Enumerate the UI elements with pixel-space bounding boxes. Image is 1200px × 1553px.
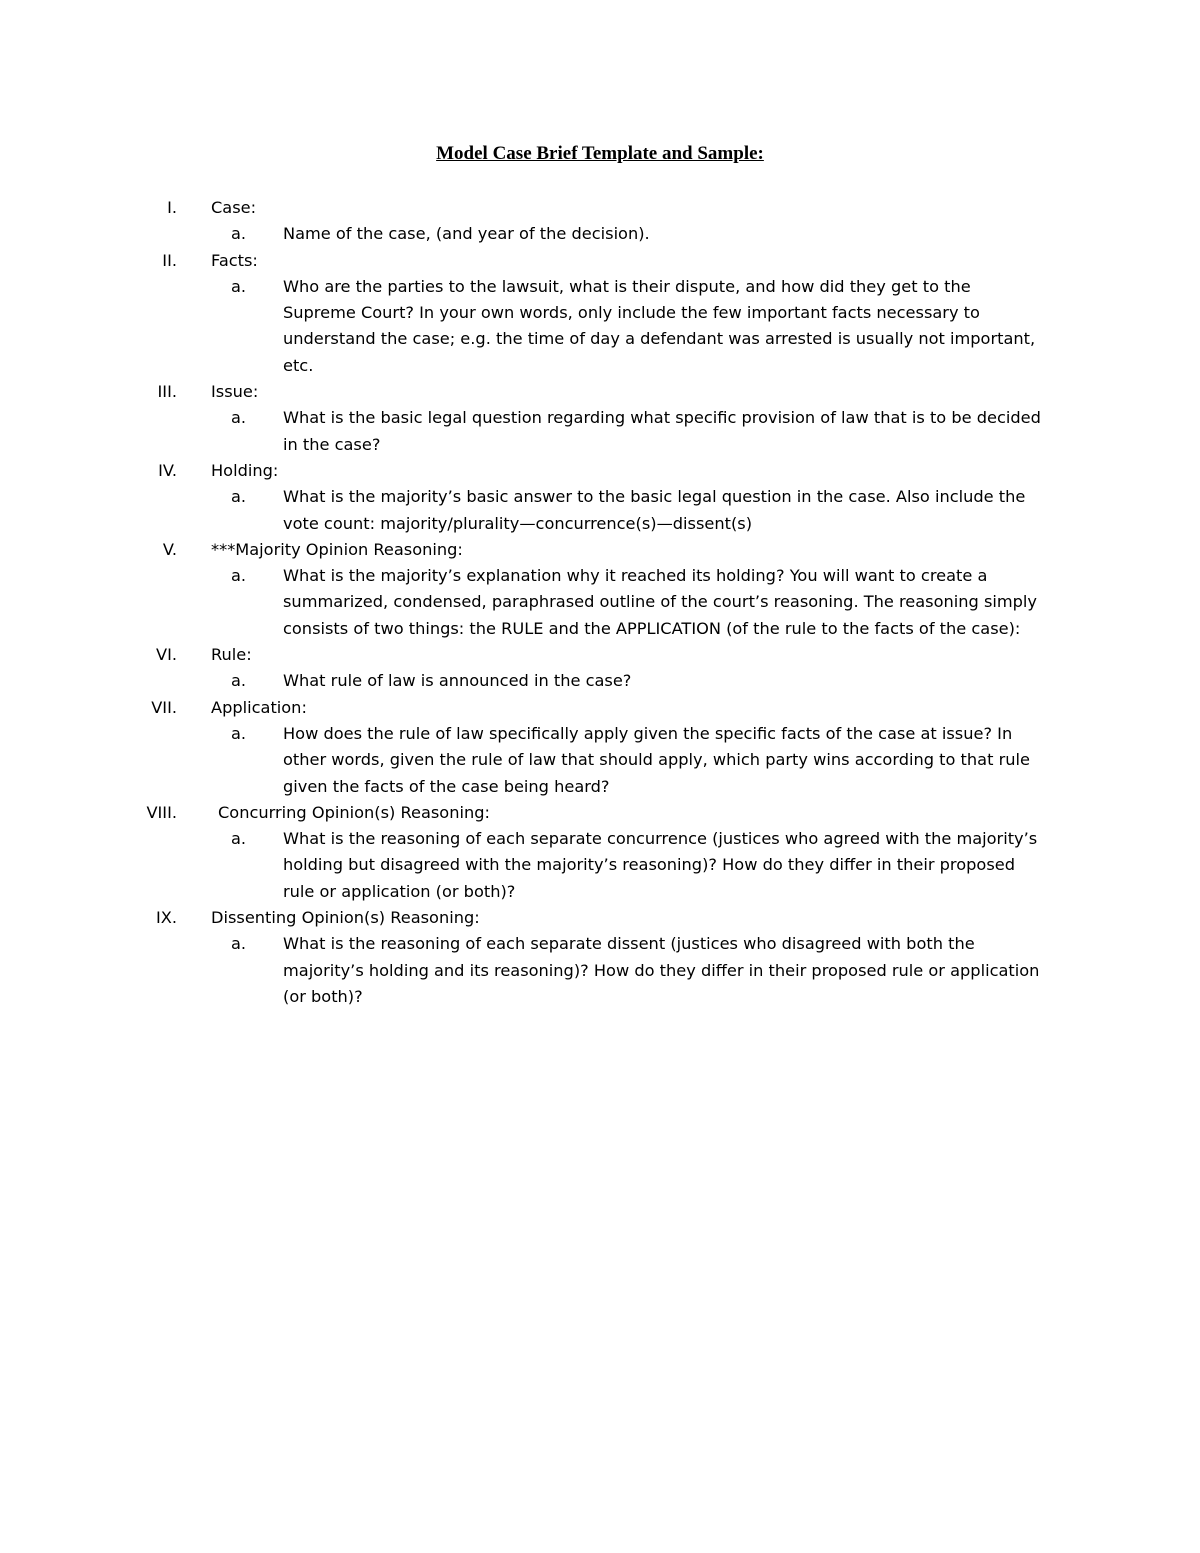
subitem-letter: a.: [231, 671, 247, 691]
subitem-text: What is the majority’s explanation why it reached its holding? You will want to create a summarized, condensed, paraphrased outline of the court’s reasoning. The reasoning simply consists of two things: the RULE and the APPLICATION (of the rule to the facts of the case):: [283, 566, 1038, 638]
section-numeral: IV.: [158, 460, 177, 480]
section-application: [0, 695, 1200, 800]
section-numeral: VI.: [156, 645, 177, 665]
section-subitem: [0, 826, 1200, 905]
section-subitem: [0, 274, 1200, 379]
section-holding: [0, 458, 1200, 537]
subitem-letter: a.: [231, 224, 247, 244]
section-rule: [0, 642, 1200, 695]
section-case: [0, 195, 1200, 248]
section-concurring-reasoning: [0, 800, 1200, 905]
subitem-letter: a.: [231, 276, 247, 296]
section-subitem: [0, 405, 1200, 458]
section-subitem: [0, 221, 1200, 247]
subitem-text: What is the reasoning of each separate dissent (justices who disagreed with both the majority’s holding and its reasoning)? How do they differ in their proposed rule or application (or both)?: [283, 934, 1040, 1006]
subitem-text: Who are the parties to the lawsuit, what is their dispute, and how did they get to the Supreme Court? In your own words, only include the few important facts necessary to understand the case; e.g. the time of day a defendant was arrested is usually not important, etc.: [283, 276, 1036, 375]
section-heading: Facts:: [211, 250, 258, 270]
section-heading: Dissenting Opinion(s) Reasoning:: [211, 908, 480, 928]
section-majority-reasoning: [0, 537, 1200, 642]
section-heading: Case:: [211, 198, 257, 217]
section-numeral: V.: [162, 539, 177, 559]
subitem-letter: a.: [231, 487, 247, 507]
section-dissenting-reasoning: [0, 905, 1200, 1010]
subitem-text: What is the majority’s basic answer to the basic legal question in the case. Also include the vote count: majority/plurality—concurrence(s)—dissent(s): [283, 487, 1026, 533]
document-title: Model Case Brief Template and Sample:: [436, 143, 764, 164]
subitem-text: How does the rule of law specifically apply given the specific facts of the case at issue? In other words, given the rule of law that should apply, which party wins according to that rule given the facts of the case being heard?: [283, 723, 1030, 796]
section-subitem: [0, 721, 1200, 800]
section-subitem: [0, 484, 1200, 537]
section-heading: Holding:: [211, 460, 279, 480]
section-subitem: [0, 563, 1200, 642]
section-subitem: [0, 668, 1200, 694]
section-issue: [0, 379, 1200, 458]
subitem-letter: a.: [231, 723, 247, 743]
section-numeral: III.: [157, 382, 177, 402]
section-heading: ***Majority Opinion Reasoning:: [211, 539, 463, 559]
section-heading: Issue:: [211, 382, 259, 402]
section-numeral: II.: [162, 250, 177, 270]
section-numeral: VII.: [151, 697, 177, 717]
section-heading: Application:: [211, 697, 307, 717]
subitem-letter: a.: [231, 566, 247, 586]
section-heading: Rule:: [211, 645, 252, 665]
subitem-letter: a.: [231, 408, 247, 428]
case-brief-outline: [0, 195, 1200, 1010]
section-numeral: IX.: [155, 908, 177, 928]
section-numeral: I.: [167, 198, 177, 217]
section-heading: Concurring Opinion(s) Reasoning:: [218, 802, 490, 822]
subitem-letter: a.: [231, 829, 247, 849]
subitem-text: What is the basic legal question regarding what specific provision of law that is to be decided in the case?: [283, 408, 1041, 454]
section-numeral: VIII.: [146, 802, 177, 822]
subitem-text: What is the reasoning of each separate concurrence (justices who agreed with the majority’s holding but disagreed with the majority’s reasoning)? How do they differ in their proposed rule or application (or both)?: [283, 829, 1038, 901]
section-facts: [0, 248, 1200, 379]
subitem-text: Name of the case, (and year of the decision).: [283, 224, 650, 244]
subitem-text: What rule of law is announced in the case?: [283, 671, 632, 691]
subitem-letter: a.: [231, 934, 247, 954]
section-subitem: [0, 931, 1200, 1010]
